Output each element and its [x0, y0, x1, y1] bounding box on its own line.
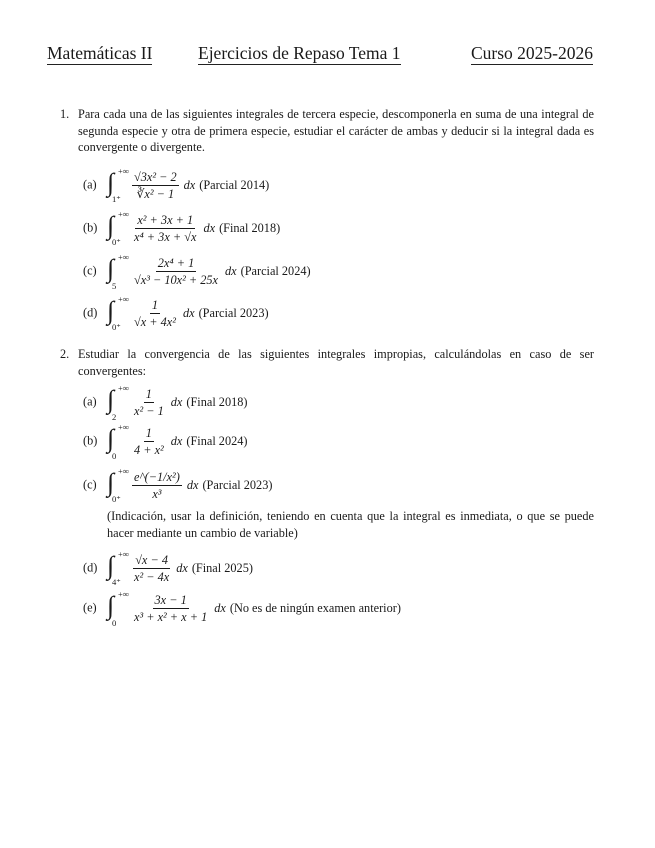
integrand-fraction [132, 256, 220, 287]
integral-expression [107, 549, 253, 587]
integral-sign: ∫ +∞ 1⁺ [107, 166, 129, 204]
denominator: x⁴ + 3x + √x [134, 229, 197, 244]
item-label: (b) [83, 220, 98, 235]
integrand-fraction [132, 387, 166, 418]
upper-limit: +∞ [118, 549, 129, 559]
integral-expression [107, 294, 269, 332]
exam-reference: (Parcial 2014) [199, 177, 270, 192]
denominator: x³ + x² + x + 1 [134, 609, 208, 624]
differential: dx [176, 560, 188, 575]
course-title: Matemáticas II [47, 43, 153, 63]
integral-sign: ∫ +∞ 2 [107, 383, 129, 422]
differential: dx [203, 220, 216, 235]
exercise-2 [60, 346, 594, 379]
integral-sign: ∫ +∞ 0 [107, 589, 129, 628]
differential: dx [182, 305, 195, 320]
denominator: x³ [152, 486, 162, 501]
numerator: 1 [145, 386, 152, 401]
integral-sign: ∫ +∞ 0 [107, 422, 129, 461]
exam-reference: (Final 2018) [219, 220, 281, 235]
item-label: (c) [83, 477, 97, 492]
integral-sign: ∫ +∞ 5 [107, 252, 129, 291]
exam-reference: (Parcial 2023) [198, 305, 269, 320]
integral-sign: ∫ +∞ 0⁺ [107, 466, 129, 504]
upper-limit: +∞ [118, 252, 129, 262]
integrand-fraction [132, 426, 166, 457]
exam-reference: (Final 2024) [186, 433, 248, 448]
item-label: (e) [83, 600, 97, 615]
integral-expression [107, 252, 311, 291]
upper-limit: +∞ [118, 466, 129, 476]
exam-reference: (No es de ningún examen anterior) [229, 600, 401, 615]
differential: dx [224, 263, 237, 278]
denominator: x² − 4x [134, 569, 170, 584]
item-label: (d) [83, 305, 98, 320]
lower-limit: 0 [112, 451, 117, 461]
lower-limit: 0 [112, 618, 117, 628]
denominator: ∛x² − 1 [136, 186, 175, 201]
denominator: x² − 1 [134, 403, 164, 418]
exam-reference: (Parcial 2023) [202, 477, 273, 492]
exam-reference: (Final 2025) [191, 560, 253, 575]
integral-expression [107, 383, 248, 422]
lower-limit: 0⁺ [112, 322, 121, 332]
differential: dx [170, 394, 183, 409]
differential: dx [170, 433, 183, 448]
upper-limit: +∞ [118, 294, 129, 304]
numerator: 1 [145, 425, 152, 440]
upper-limit: +∞ [118, 209, 129, 219]
integral-expression [107, 422, 248, 461]
upper-limit: +∞ [118, 383, 129, 393]
numerator: 2x⁴ + 1 [157, 255, 195, 270]
exercise-statement: Estudiar la convergencia de las siguientes integrales impropias, calculándolas en caso de ser convergentes: [78, 347, 594, 378]
lower-limit: 4⁺ [112, 577, 121, 587]
lower-limit: 2 [112, 412, 117, 422]
integral-sign: ∫ +∞ 4⁺ [107, 549, 129, 587]
differential: dx [186, 477, 199, 492]
exercise-statement: Para cada una de las siguientes integrales de tercera especie, descomponerla en suma de una integral de segunda especie y otra de primera especie, estudiar el carácter de ambas y deducir si la integral dada es convergente o divergente. [78, 107, 594, 154]
item-label: (d) [83, 560, 98, 575]
differential: dx [183, 177, 196, 192]
integral-sign: ∫ +∞ 0⁺ [107, 209, 129, 247]
sheet-title: Ejercicios de Repaso Tema 1 [198, 43, 401, 63]
differential: dx [214, 600, 226, 615]
lower-limit: 0⁺ [112, 237, 121, 247]
integrand-fraction [132, 170, 179, 201]
exam-reference: (Parcial 2024) [240, 263, 311, 278]
integral-expression [107, 209, 281, 247]
upper-limit: +∞ [118, 422, 129, 432]
lower-limit: 1⁺ [112, 194, 121, 204]
integral-expression [107, 166, 270, 204]
denominator: √x + 4x² [134, 314, 176, 329]
item-label: (a) [83, 177, 97, 192]
numerator: x² + 3x + 1 [137, 212, 194, 227]
exercise-1 [60, 106, 594, 156]
exam-reference: (Final 2018) [186, 394, 248, 409]
exercise-number: 2. [60, 347, 70, 361]
integrand-fraction [132, 593, 209, 624]
integral-sign: ∫ +∞ 0⁺ [107, 294, 129, 332]
numerator: √3x² − 2 [134, 169, 177, 184]
integrand-fraction [132, 553, 171, 584]
numerator: 1 [151, 297, 159, 312]
numerator: 3x − 1 [154, 592, 187, 607]
exercise-number: 1. [60, 107, 70, 121]
upper-limit: +∞ [118, 589, 129, 599]
upper-limit: +∞ [118, 166, 129, 176]
numerator: e^(−1/x²) [134, 469, 180, 484]
denominator: √x³ − 10x² + 25x [134, 272, 218, 287]
integrand-fraction [132, 298, 178, 329]
integral-expression [107, 589, 401, 628]
integrand-fraction [132, 470, 182, 501]
integrand-fraction [132, 213, 198, 244]
item-label: (a) [83, 394, 97, 409]
lower-limit: 5 [112, 281, 117, 291]
hint-note: (Indicación, usar la definición, teniendo en cuenta que la integral es inmediata, o que se puede hacer mediante un cambio de variable) [107, 509, 594, 540]
item-label: (b) [83, 433, 98, 448]
lower-limit: 0⁺ [112, 494, 121, 504]
academic-year: Curso 2025-2026 [470, 43, 593, 63]
numerator: √x − 4 [135, 552, 168, 567]
item-label: (c) [83, 263, 97, 278]
page-header [47, 43, 593, 67]
denominator: 4 + x² [134, 442, 164, 457]
integral-expression [107, 466, 273, 504]
